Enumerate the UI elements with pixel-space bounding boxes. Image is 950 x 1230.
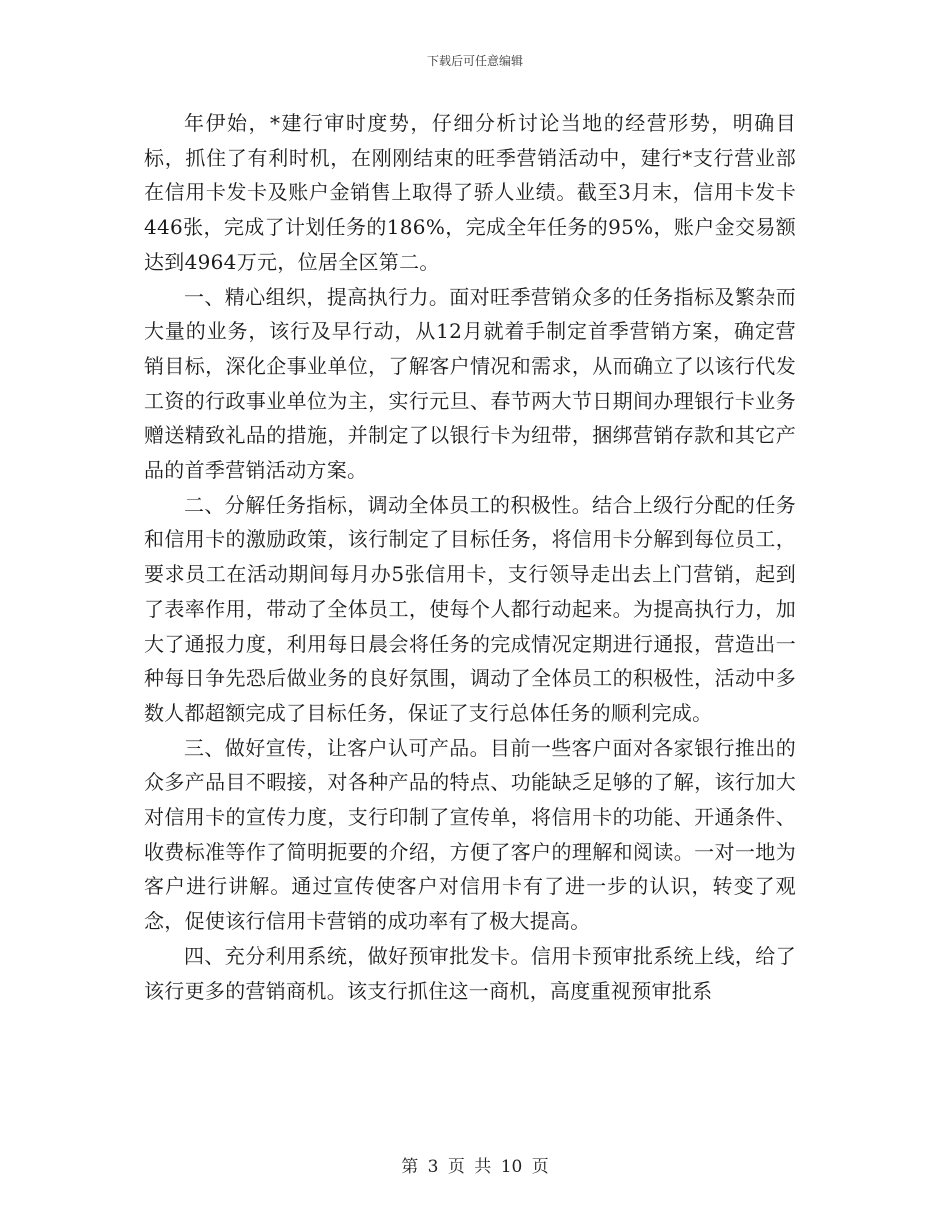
paragraph-section-1: 一、精心组织，提高执行力。面对旺季营销众多的任务指标及繁杂而大量的业务，该行及早行动，从12月就着手制定首季营销方案，确定营销目标，深化企事业单位，了解客户情况和需求，从而确立了以该行代发工资的行政事业单位为主，实行元旦、春节两大节日期间办理银行卡业务赠送精致礼品的措施，并制定了以银行卡为纽带，捆绑营销存款和其它产品的首季营销活动方案。 [144, 284, 796, 483]
paragraph-section-2: 二、分解任务指标，调动全体员工的积极性。结合上级行分配的任务和信用卡的激励政策，该行制定了目标任务，将信用卡分解到每位员工，要求员工在活动期间每月办5张信用卡，支行领导走出去上门营销，起到了表率作用，带动了全体员工，使每个人都行动起来。为提高执行力，加大了通报力度，利用每日晨会将任务的完成情况定期进行通报，营造出一种每日争先恐后做业务的良好氛围，调动了全体员工的积极性，活动中多数人都超额完成了目标任务，保证了支行总体任务的顺利完成。 [144, 492, 796, 725]
paragraph-section-4: 四、充分利用系统，做好预审批发卡。信用卡预审批系统上线，给了该行更多的营销商机。该支行抓住这一商机，高度重视预审批系 [144, 943, 796, 1003]
paragraph-section-3: 三、做好宣传，让客户认可产品。目前一些客户面对各家银行推出的众多产品目不暇接，对各种产品的特点、功能缺乏足够的了解，该行加大对信用卡的宣传力度，支行印制了宣传单，将信用卡的功能、开通条件、收费标准等作了简明扼要的介绍，方便了客户的理解和阅读。一对一地为客户进行讲解。通过宣传使客户对信用卡有了进一步的认识，转变了观念，促使该行信用卡营销的成功率有了极大提高。 [144, 735, 796, 934]
document-body [144, 106, 796, 1008]
paragraph-intro: 年伊始，*建行审时度势，仔细分析讨论当地的经营形势，明确目标，抓住了有利时机，在刚刚结束的旺季营销活动中，建行*支行营业部在信用卡发卡及账户金销售上取得了骄人业绩。截至3月末，信用卡发卡446张，完成了计划任务的186%，完成全年任务的95%，账户金交易额达到4964万元，位居全区第二。 [144, 111, 796, 274]
page-footer: 第 3 页 共 10 页 [401, 1157, 549, 1177]
page-header: 下载后可任意编辑 [426, 54, 523, 68]
